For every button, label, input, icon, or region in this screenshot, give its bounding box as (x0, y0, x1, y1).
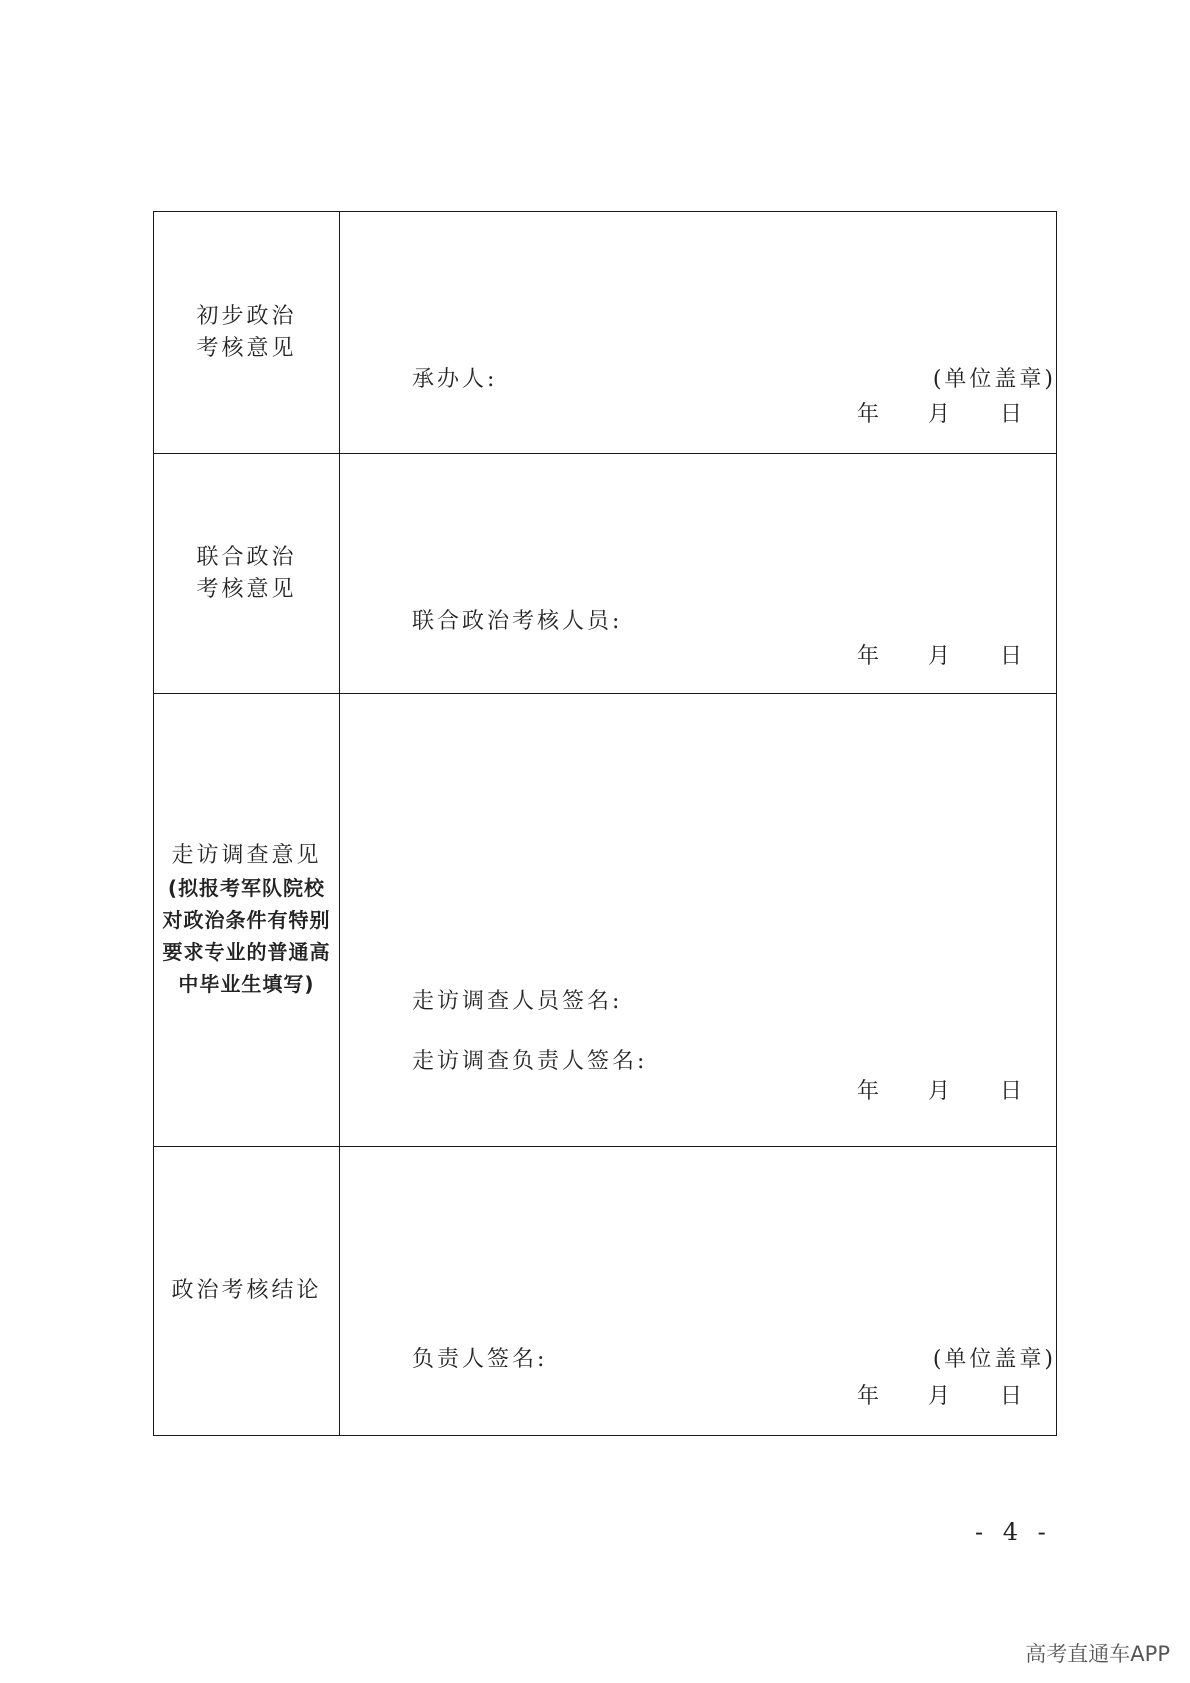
row-label-cell (154, 694, 340, 1147)
form-row-review-conclusion (154, 1147, 1057, 1436)
row-label-line: 考核意见 (196, 335, 297, 361)
date-day-label: 日 (1000, 1384, 1026, 1409)
date-month-label: 月 (928, 1079, 954, 1104)
row-label-cell (154, 1147, 340, 1436)
row-label-line: 联合政治 (196, 544, 297, 570)
form-row-preliminary-review (154, 212, 1057, 454)
responsible-person-signature-label: 负责人签名: (412, 1347, 548, 1372)
date-month-label: 月 (928, 402, 954, 427)
date-day-label: 日 (1000, 644, 1026, 669)
page-number: - 4 - (975, 1518, 1052, 1546)
row-label-note-line: (拟报考军队院校 (167, 876, 326, 900)
row-label-line: 初步政治 (196, 303, 297, 329)
unit-seal-label: (单位盖章) (932, 1347, 1056, 1372)
joint-reviewer-label: 联合政治考核人员: (412, 609, 623, 634)
row-label-line: 走访调查意见 (171, 843, 322, 868)
row-label-note-line: 对政治条件有特别 (162, 908, 331, 932)
unit-seal-label: (单位盖章) (932, 367, 1056, 392)
row-label-cell (154, 454, 340, 694)
date-year-label: 年 (857, 402, 883, 427)
political-review-form (153, 211, 1057, 1436)
date-month-label: 月 (928, 644, 954, 669)
row-content-cell[interactable] (340, 454, 1057, 694)
app-watermark: 高考直通车APP (1025, 1642, 1170, 1666)
form-row-visit-survey (154, 694, 1057, 1147)
date-year-label: 年 (857, 644, 883, 669)
date-day-label: 日 (1000, 402, 1026, 427)
date-month-label: 月 (928, 1384, 954, 1409)
row-content-cell[interactable] (340, 694, 1057, 1147)
row-label-cell (154, 212, 340, 454)
row-content-cell[interactable] (340, 212, 1057, 454)
date-year-label: 年 (857, 1079, 883, 1104)
date-day-label: 日 (1000, 1079, 1026, 1104)
visit-survey-lead-signature-label: 走访调查负责人签名: (412, 1049, 648, 1074)
row-label-note-line: 要求专业的普通高 (162, 940, 331, 964)
date-year-label: 年 (857, 1384, 883, 1409)
form-row-joint-review (154, 454, 1057, 694)
row-content-cell[interactable] (340, 1147, 1057, 1436)
row-label-note-line: 中毕业生填写) (178, 972, 315, 996)
row-label-line: 考核意见 (196, 576, 297, 602)
row-label-line: 政治考核结论 (171, 1278, 322, 1303)
handler-label: 承办人: (412, 367, 498, 392)
visit-surveyor-signature-label: 走访调查人员签名: (412, 989, 623, 1014)
